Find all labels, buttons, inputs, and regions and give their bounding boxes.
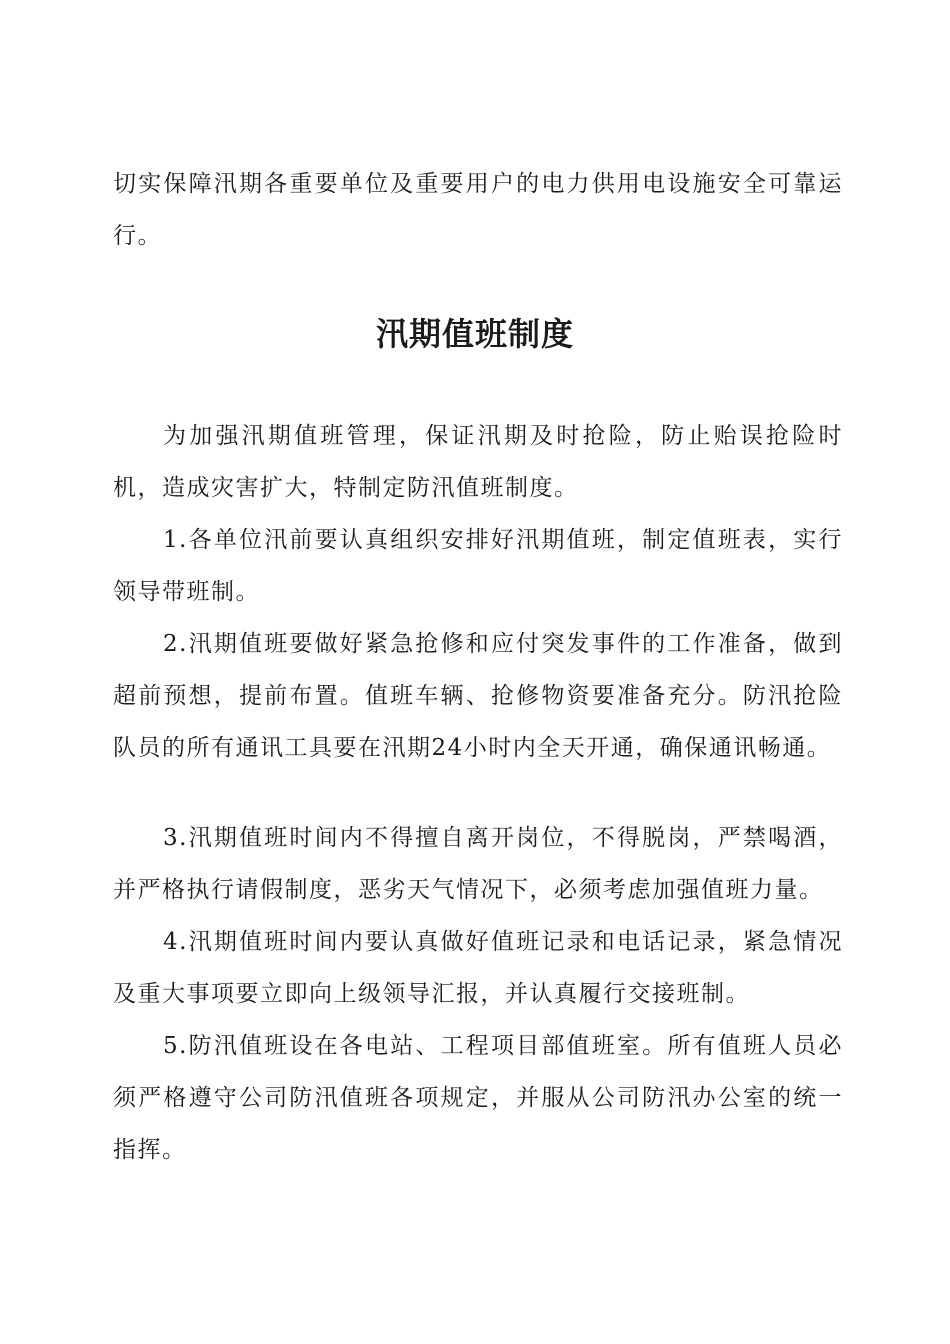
list-item-2: 2.汛期值班要做好紧急抢修和应付突发事件的工作准备，做到超前预想，提前布置。值班车辆、抢修物资要准备充分。防汛抢险队员的所有通讯工具要在汛期24小时内全天开通，确保通讯畅通。 <box>113 631 843 761</box>
page-title: 汛期值班制度 <box>375 315 574 353</box>
carryover-paragraph: 切实保障汛期各重要单位及重要用户的电力供用电设施安全可靠运行。 <box>113 171 843 249</box>
list-item-1: 1.各单位汛前要认真组织安排好汛期值班，制定值班表，实行领导带班制。 <box>113 527 843 605</box>
list-item-4: 4.汛期值班时间内要认真做好值班记录和电话记录，紧急情况及重大事项要立即向上级领导汇报，并认真履行交接班制。 <box>113 929 843 1007</box>
intro-paragraph: 为加强汛期值班管理，保证汛期及时抢险，防止贻误抢险时机，造成灾害扩大，特制定防汛值班制度。 <box>113 423 843 501</box>
list-item-5: 5.防汛值班设在各电站、工程项目部值班室。所有值班人员必须严格遵守公司防汛值班各项规定，并服从公司防汛办公室的统一指挥。 <box>113 1033 843 1163</box>
list-item-3: 3.汛期值班时间内不得擅自离开岗位，不得脱岗，严禁喝酒，并严格执行请假制度，恶劣天气情况下，必须考虑加强值班力量。 <box>113 825 843 903</box>
